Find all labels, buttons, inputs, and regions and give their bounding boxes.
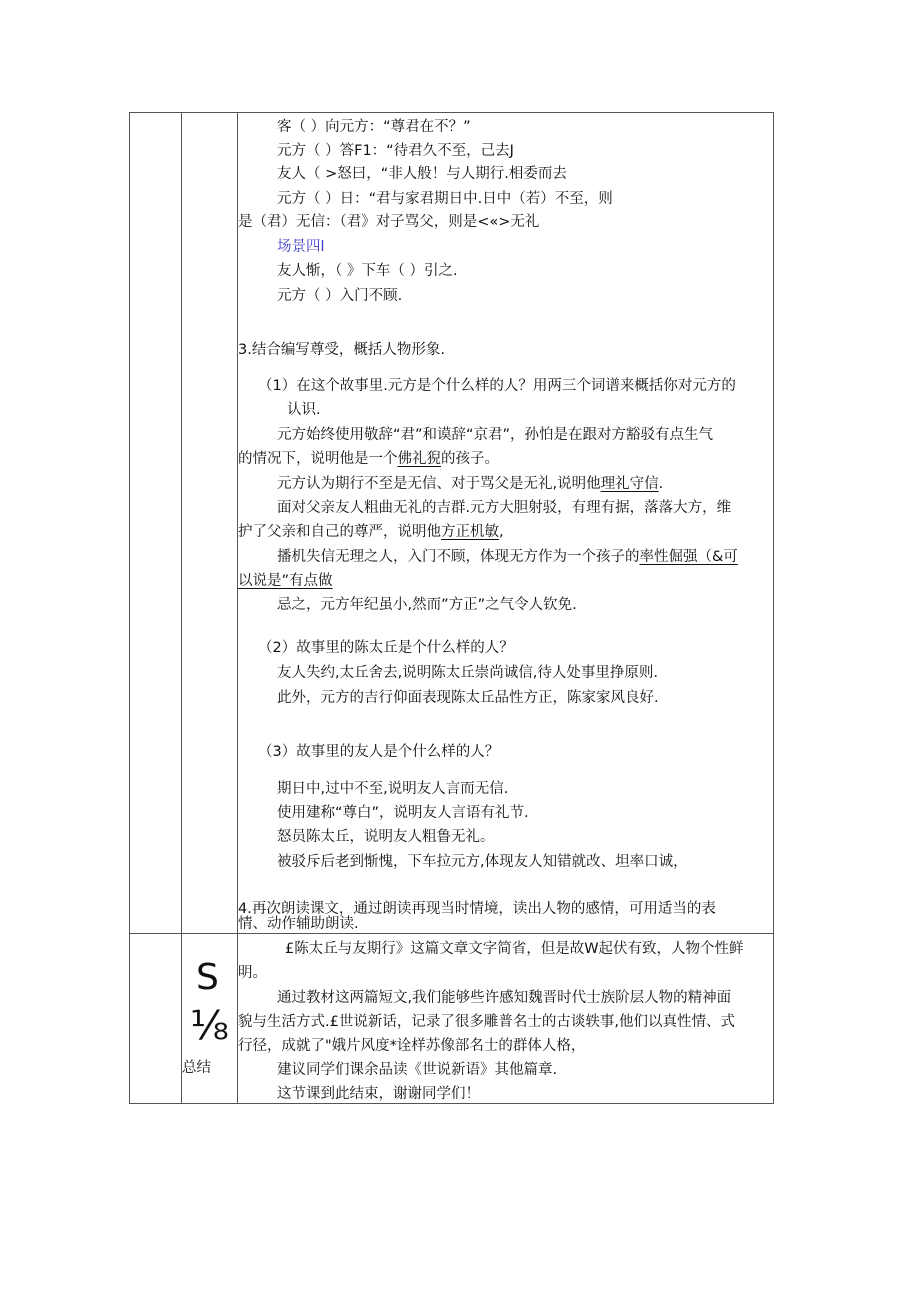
task4-line-2: 情、动作辅助朗读. [238, 916, 359, 932]
answer-2-line-1: 友人失约,太丘舍去,说明陈太丘崇尚诚信,待人处事里挣原则. [277, 665, 658, 681]
scene3-line-5: 是（君）无信：（君》对子骂父，则是<«>无礼 [238, 214, 540, 230]
task4-line-2-clipped [238, 916, 768, 934]
summary-para-3: 建议同学们课余品读《世说新语》其他篇章. [277, 1062, 558, 1078]
column-divider-2 [237, 112, 238, 1104]
summary-para-2-line-2: 貌与生活方式.£世说新话，记录了很多雕普名士的古谈轶事,他们以真性情、式 [238, 1014, 735, 1030]
column-divider-1 [181, 112, 182, 1104]
scene3-line-2: 元方（ ）答F1：“待君久不至，己去J [277, 143, 514, 159]
question-3: （3）故事里的友人是个什么样的人？ [258, 744, 500, 760]
answer-3-line-3: 怒员陈太丘，说明友人粗鲁无礼。 [277, 829, 495, 845]
answer-3-line-1: 期日中,过中不至,说明友人言而无信. [277, 781, 509, 797]
answer-1-line-3: 元方认为期行不至是无信、对于骂父是无礼,说明他理礼守信. [277, 476, 664, 492]
answer-3-line-2: 使用建称“尊白”，说明友人言语有礼节. [277, 805, 529, 821]
summary-para-4: 这节课到此结束，谢谢同学们！ [277, 1086, 480, 1102]
scene3-line-4: 元方（ ）日：“君与家君期日中.日中（若）不至，则 [277, 191, 613, 207]
summary-para-2-line-3: 行径，成就了"娥片风度*诠样苏像部名士的群体人格， [238, 1038, 586, 1054]
task4-line-1: 4.再次朗读课文，通过朗读再现当时情境，读出人物的感情，可用适当的表 [238, 901, 716, 917]
answer-3-line-4: 被驳斥后老到惭愧，下车拉元方,体现友人知错就改、坦率口诚， [277, 854, 688, 870]
keyword-underlined: 理礼守信 [600, 476, 659, 492]
answer-1-line-8: 忌之，元方年纪虽小,然而”方正”之气令人钦免. [277, 597, 577, 613]
scene4-line-1: 友人惭，（ 》下车（ ）引之. [277, 263, 458, 279]
summary-para-1-line-1: £陈太丘与友期行》这篇文章文字简省，但是故W起伏有致，人物个性鲜 [285, 941, 744, 957]
keyword-underlined: 率性倔强（&可 [639, 549, 738, 565]
summary-label: 总结 [182, 1060, 211, 1076]
section-glyph-fraction: ⅛ [190, 1003, 229, 1049]
keyword-underlined: 方正机敏 [441, 524, 499, 540]
scene4-line-2: 元方（ ）入门不顾. [277, 288, 403, 304]
question-2: （2）故事里的陈太丘是个什么样的人？ [258, 640, 514, 656]
question-1-cont: 认识. [287, 402, 321, 418]
question-1: （1）在这个故事里.元方是个什么样的人？用两三个词谱来概括你对元方的 [258, 378, 736, 394]
answer-1-line-7: 以说是”有点做 [238, 573, 333, 589]
summary-para-2-line-1: 通过教材这两篇短文,我们能够些许感知魏晋时代士族阶层人物的精神面 [277, 990, 732, 1006]
scene4-heading: 场景四l [277, 239, 325, 255]
answer-1-line-1: 元方始终使用敬辞“君”和谟辞“京君”，孙怕是在跟对方豁驳有点生气 [277, 427, 714, 443]
scene3-line-1: 客（ ）向元方：“尊君在不？” [277, 119, 471, 135]
answer-1-line-2: 的情况下，说明他是一个佛礼猊的孩子。 [238, 451, 499, 467]
task3-heading: 3.结合编写尊受，概括人物形象. [238, 342, 445, 358]
summary-para-1-line-2: 明。 [238, 965, 267, 981]
section-glyph-s: S [196, 957, 219, 998]
answer-1-line-4: 面对父亲友人粗曲无礼的吉群.元方大胆射驳，有理有据，落落大方，维 [277, 500, 732, 516]
keyword-underlined: 佛礼猊 [397, 451, 441, 467]
answer-1-line-6: 播机失信无理之人，入门不顾，体现无方作为一个孩子的率性倔强（&可 [277, 549, 738, 565]
answer-2-line-2: 此外，元方的吉行仰面表现陈太丘品性方正，陈家家风良好. [277, 690, 659, 706]
scene3-line-3: 友人（ >怒曰，“非人般！与人期行.相委而去 [277, 166, 567, 182]
answer-1-line-5: 护了父亲和自己的尊严，说明他方正机敏, [238, 524, 504, 540]
